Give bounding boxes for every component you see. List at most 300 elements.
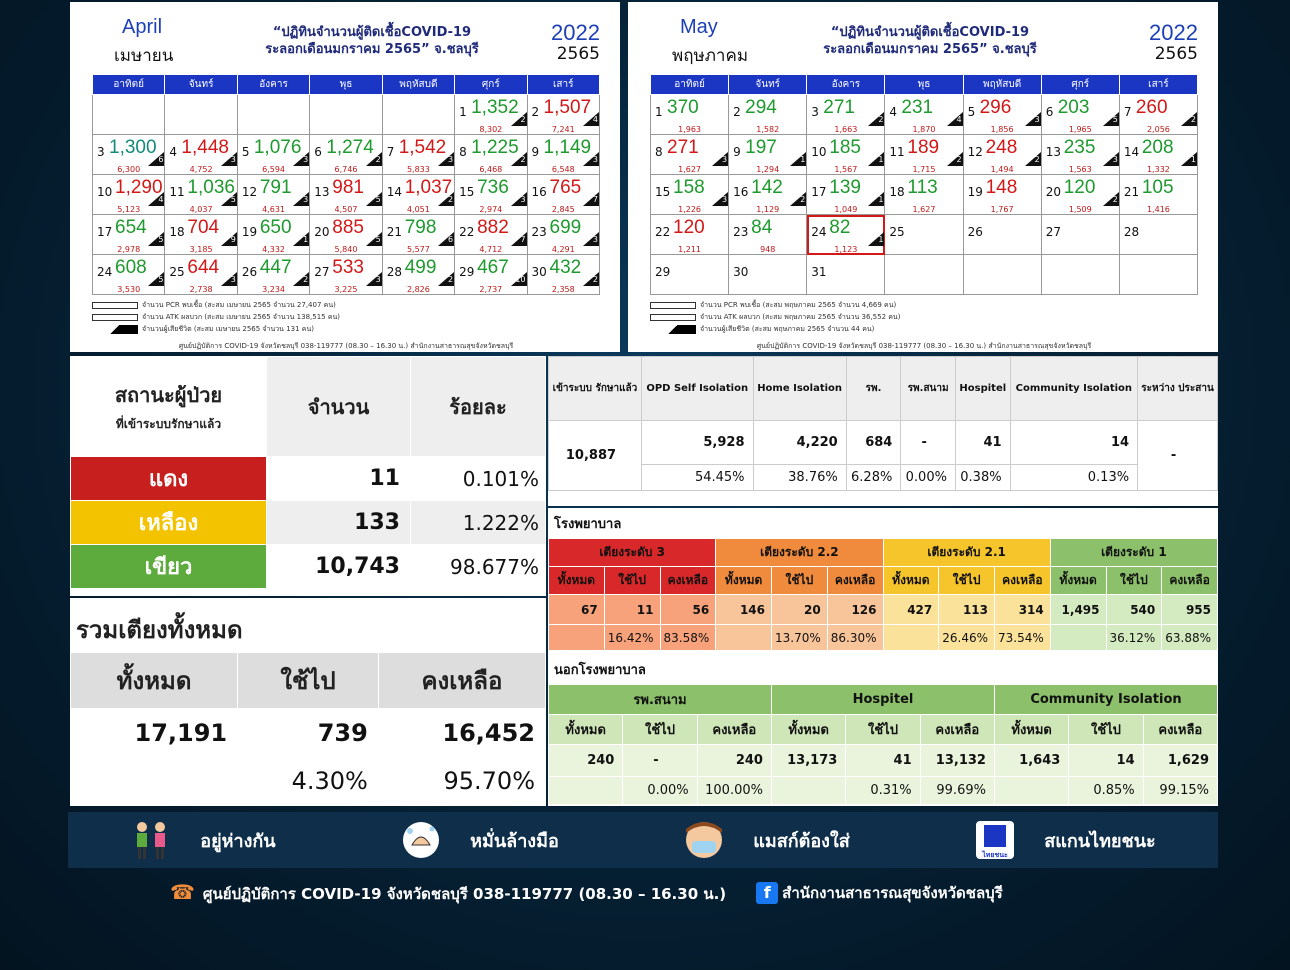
day-cell: [165, 175, 237, 215]
pcr-count: 1,037: [404, 177, 453, 198]
day-number: 5: [241, 145, 250, 159]
day-cell: [885, 135, 963, 175]
summary-header: รพ.สนาม: [901, 357, 956, 421]
day-cell: [237, 135, 309, 175]
bed-pct: 13.70%: [772, 625, 828, 651]
summary-header: ระหว่าง ประสาน: [1138, 357, 1218, 421]
death-marker: 4: [947, 112, 963, 126]
day-cell: [807, 175, 885, 215]
atk-count: 5,123: [117, 205, 141, 214]
bed-sub-header: ใช้ไป: [939, 567, 995, 595]
april-calendar: [70, 2, 620, 352]
day-cell: [807, 95, 885, 135]
atk-count: 4,291: [551, 245, 575, 254]
bed-pct: 36.12%: [1106, 625, 1162, 651]
atk-count: 1,294: [756, 165, 780, 174]
percent-header: ร้อยละ: [411, 357, 546, 457]
summary-pct: 0.38%: [955, 465, 1010, 491]
legend: [92, 299, 600, 335]
weekday-header: พฤหัสบดี: [963, 75, 1041, 95]
facility-sub-header: ใช้ไป: [1069, 715, 1143, 745]
pcr-count: 82: [829, 217, 851, 238]
pcr-count: 1,352: [471, 97, 519, 118]
pct-green: 98.677%: [411, 545, 546, 589]
month-name: May: [680, 16, 718, 38]
pcr-count: 148: [985, 177, 1018, 198]
pcr-count: 791: [259, 177, 292, 198]
day-number: 23: [531, 225, 547, 239]
day-number: 16: [733, 185, 749, 199]
atk-count: 2,358: [551, 285, 575, 294]
count-header: จำนวน: [267, 357, 411, 457]
death-marker: 2: [438, 192, 454, 206]
day-cell: [729, 135, 807, 175]
day-cell: [729, 175, 807, 215]
bed-sub-header: ใช้ไป: [772, 567, 828, 595]
summary-opd: 5,928: [641, 421, 753, 465]
year: 2022: [1149, 20, 1198, 45]
pcr-count: 113: [907, 177, 938, 198]
pcr-count: 736: [477, 177, 509, 198]
summary-pct: 0.13%: [1010, 465, 1137, 491]
pcr-count: 271: [823, 97, 855, 118]
facility-sub-header: ทั้งหมด: [994, 715, 1068, 745]
atk-count: 1,416: [1146, 205, 1170, 214]
death-marker: 2: [1103, 192, 1119, 206]
day-cell: [1119, 175, 1197, 215]
beds-total-pct: [71, 757, 238, 805]
bed-level-header: เตียงระดับ 3: [549, 539, 716, 567]
weekday-header: อาทิตย์: [93, 75, 165, 95]
pcr-count: 981: [332, 177, 364, 198]
pcr-count: 798: [404, 217, 437, 238]
summary-field-hospital: -: [901, 421, 956, 465]
day-cell: [527, 215, 599, 255]
day-cell: [237, 255, 309, 295]
day-cell: [310, 255, 382, 295]
summary-header: Hospitel: [955, 357, 1010, 421]
bed-pct: [883, 625, 939, 651]
day-number: 30: [531, 265, 547, 279]
atk-count: 1,582: [756, 125, 780, 134]
death-marker: 3: [1103, 152, 1119, 166]
day-number: 31: [811, 265, 827, 279]
death-marker: 1: [868, 192, 884, 206]
death-marker: 5: [148, 232, 164, 246]
bed-value: 540: [1106, 595, 1162, 625]
day-number: 13: [1045, 145, 1061, 159]
banner-label: หมั่นล้างมือ: [470, 830, 559, 852]
atk-count: 1,129: [756, 205, 780, 214]
atk-count: 2,826: [406, 285, 430, 294]
bed-level-header: เตียงระดับ 1: [1050, 539, 1217, 567]
weekday-header: พุธ: [885, 75, 963, 95]
pcr-count: 1,225: [471, 137, 519, 158]
may-calendar: [628, 2, 1218, 352]
atk-count: 2,737: [479, 285, 503, 294]
facility-value: 1,629: [1143, 745, 1217, 777]
atk-count: 7,241: [551, 125, 575, 134]
atk-count: 1,123: [834, 245, 858, 254]
atk-count: 4,037: [189, 205, 213, 214]
pcr-count: 644: [187, 257, 220, 278]
atk-count: 5,840: [334, 245, 358, 254]
facility-value: 41: [846, 745, 920, 777]
legend-item: จำนวน PCR พบเชื้อ (สะสม เมษายน 2565 จำนวน 27,407 คน): [92, 299, 600, 311]
day-number: 5: [967, 105, 976, 119]
death-marker: 5: [1103, 112, 1119, 126]
atk-count: 1,211: [678, 245, 702, 254]
death-marker: 3: [293, 152, 309, 166]
death-marker: 6: [438, 232, 454, 246]
atk-count: 1,332: [1146, 165, 1170, 174]
day-number: 25: [169, 265, 185, 279]
atk-count: 5,833: [406, 165, 430, 174]
facility-sub-header: คงเหลือ: [1143, 715, 1217, 745]
day-cell: [651, 215, 729, 255]
day-cell: [382, 135, 454, 175]
day-number: 20: [314, 225, 330, 239]
day-number: 26: [241, 265, 258, 279]
facility-pct: 99.69%: [920, 777, 994, 805]
status-red: แดง: [71, 457, 267, 501]
day-number: 18: [889, 185, 905, 199]
atk-count: 1,563: [1068, 165, 1092, 174]
day-cell: [93, 215, 165, 255]
day-cell: [885, 255, 963, 295]
facility-pct: 0.85%: [1069, 777, 1143, 805]
day-number: 24: [97, 265, 113, 279]
pcr-count: 1,290: [115, 177, 163, 198]
pcr-count: 467: [477, 257, 509, 278]
day-cell: [651, 95, 729, 135]
day-cell: [729, 255, 807, 295]
hotline: ☎ ศูนย์ปฏิบัติการ COVID-19 จังหวัดชลบุรี 038-119777 (08.30 – 16.30 น.): [170, 880, 727, 904]
death-marker: 3: [221, 152, 237, 166]
atk-count: 8,302: [479, 125, 503, 134]
calendar-grid: [650, 74, 1198, 295]
day-cell: [527, 255, 599, 295]
atk-count: 1,663: [834, 125, 858, 134]
pcr-count: 231: [901, 97, 934, 118]
atk-count: 6,300: [117, 165, 141, 174]
day-cell: [382, 95, 454, 135]
day-number: 21: [1123, 185, 1140, 199]
atk-count: 1,567: [834, 165, 858, 174]
atk-count: 4,712: [479, 245, 503, 254]
bed-value: 146: [716, 595, 772, 625]
bed-sub-header: ทั้งหมด: [883, 567, 939, 595]
pcr-count: 185: [829, 137, 861, 158]
day-number: 12: [967, 145, 983, 159]
death-marker: 2: [438, 272, 454, 286]
atk-count: 1,965: [1068, 125, 1092, 134]
banner-item: [400, 819, 559, 861]
day-number: 12: [241, 185, 258, 199]
day-cell: [93, 135, 165, 175]
summary-header: Community Isolation: [1010, 357, 1137, 421]
day-number: 10: [811, 145, 827, 159]
atk-count: 3,185: [189, 245, 213, 254]
day-number: 9: [733, 145, 741, 159]
day-number: 25: [889, 225, 905, 239]
death-marker: 4: [148, 192, 164, 206]
death-marker: 2: [1181, 112, 1197, 126]
atk-count: 1,509: [1068, 205, 1092, 214]
day-cell: [963, 95, 1041, 135]
death-marker: 10: [511, 272, 527, 286]
death-marker: 7: [511, 232, 527, 246]
atk-count: 3,225: [334, 285, 358, 294]
day-cell: [93, 175, 165, 215]
outside-hospital-table: [548, 684, 1218, 806]
facility-value: 1,643: [994, 745, 1068, 777]
bed-level-header: เตียงระดับ 2.1: [883, 539, 1050, 567]
weekday-header: เสาร์: [1119, 75, 1197, 95]
bed-sub-header: ใช้ไป: [604, 567, 660, 595]
office-link[interactable]: f สำนักงานสาธารณสุขจังหวัดชลบุรี: [756, 881, 1003, 905]
pcr-count: 296: [979, 97, 1012, 118]
day-cell: [310, 215, 382, 255]
death-marker: 5: [366, 232, 382, 246]
legend-item: จำนวนผู้เสียชีวิต (สะสม พฤษภาคม 2565 จำนวน 44 คน): [650, 323, 1198, 335]
death-marker: 4: [583, 112, 599, 126]
facebook-icon: f: [756, 882, 778, 904]
pcr-count: 885: [332, 217, 364, 238]
day-number: 21: [386, 225, 402, 239]
pcr-count: 432: [549, 257, 582, 278]
facility-pct: 100.00%: [697, 777, 771, 805]
day-cell: [382, 175, 454, 215]
atk-count: 4,752: [189, 165, 213, 174]
day-number: 9: [531, 145, 540, 159]
day-cell: [885, 215, 963, 255]
atk-count: 6,746: [334, 165, 358, 174]
atk-count: 5,577: [406, 245, 430, 254]
day-number: 30: [733, 265, 749, 279]
day-cell: [963, 215, 1041, 255]
summary-pct: 6.28%: [846, 465, 901, 491]
weekday-header: เสาร์: [527, 75, 599, 95]
weekday-header: ศุกร์: [1041, 75, 1119, 95]
death-marker: 3: [712, 192, 728, 206]
day-cell: [165, 255, 237, 295]
facility-pct: [994, 777, 1068, 805]
bed-pct: 63.88%: [1162, 625, 1218, 651]
day-number: 3: [97, 145, 105, 159]
pcr-count: 650: [259, 217, 292, 238]
legend: [650, 299, 1198, 335]
facility-header: Hospitel: [771, 685, 994, 715]
bed-sub-header: ใช้ไป: [1106, 567, 1162, 595]
bed-value: 126: [827, 595, 883, 625]
facility-value: 13,132: [920, 745, 994, 777]
day-cell: [455, 215, 527, 255]
summary-home: 4,220: [753, 421, 846, 465]
atk-count: 1,049: [834, 205, 858, 214]
pcr-count: 248: [985, 137, 1018, 158]
pct-red: 0.101%: [411, 457, 546, 501]
day-cell: [310, 135, 382, 175]
banner-item: [130, 819, 275, 861]
pcr-count: 120: [1063, 177, 1096, 198]
day-cell: [651, 255, 729, 295]
bed-value: 67: [549, 595, 605, 625]
atk-count: 6,594: [262, 165, 285, 174]
atk-count: 1,963: [678, 125, 702, 134]
pcr-count: 271: [667, 137, 699, 158]
day-cell: [807, 215, 885, 255]
facility-pct: [771, 777, 845, 805]
pcr-count: 105: [1141, 177, 1174, 198]
summary-pct: 38.76%: [753, 465, 846, 491]
weekday-header: พุธ: [310, 75, 382, 95]
death-marker: 1: [1181, 152, 1197, 166]
atk-count: 6,468: [479, 165, 503, 174]
day-cell: [885, 95, 963, 135]
summary-community: 14: [1010, 421, 1137, 465]
facility-value: -: [623, 745, 697, 777]
bed-pct: [716, 625, 772, 651]
death-marker: 3: [438, 152, 454, 166]
death-marker: 1: [790, 152, 806, 166]
beds-used-pct: 4.30%: [238, 757, 379, 805]
day-number: 7: [386, 145, 395, 159]
day-cell: [382, 255, 454, 295]
pcr-count: 1,300: [109, 137, 157, 158]
pcr-count: 189: [907, 137, 940, 158]
day-number: 3: [811, 105, 819, 119]
summary-header: OPD Self Isolation: [641, 357, 753, 421]
day-cell: [1119, 255, 1197, 295]
summary-pct: 0.00%: [901, 465, 956, 491]
pct-yellow: 1.222%: [411, 501, 546, 545]
day-number: 17: [811, 185, 827, 199]
facility-sub-header: ใช้ไป: [623, 715, 697, 745]
pcr-count: 1,448: [181, 137, 229, 158]
facility-pct: 99.15%: [1143, 777, 1217, 805]
summary-hospital: 684: [846, 421, 901, 465]
day-cell: [963, 255, 1041, 295]
bed-value: 11: [604, 595, 660, 625]
death-marker: 6: [148, 152, 164, 166]
weekday-header: อาทิตย์: [651, 75, 729, 95]
facility-sub-header: ทั้งหมด: [771, 715, 845, 745]
day-cell: [527, 95, 599, 135]
bed-pct: 83.58%: [660, 625, 716, 651]
atk-count: 2,738: [189, 285, 213, 294]
day-number: 16: [531, 185, 547, 199]
atk-count: 4,332: [262, 245, 285, 254]
bed-pct: 86.30%: [827, 625, 883, 651]
bed-sub-header: คงเหลือ: [995, 567, 1051, 595]
beds-total-value: 17,191: [71, 709, 238, 757]
day-number: 19: [241, 225, 258, 239]
day-cell: [1041, 175, 1119, 215]
atk-count: 2,978: [117, 245, 141, 254]
pcr-count: 447: [259, 257, 292, 278]
atk-count: 1,856: [990, 125, 1014, 134]
bed-value: 314: [995, 595, 1051, 625]
outside-section-title: นอกโรงพยาบาล: [548, 654, 1218, 685]
day-number: 13: [314, 185, 330, 199]
bed-sub-header: คงเหลือ: [827, 567, 883, 595]
facility-value: 240: [549, 745, 623, 777]
banner-label: แมสก์ต้องใส่: [753, 830, 850, 852]
day-cell: [382, 215, 454, 255]
atk-count: 4,051: [406, 205, 430, 214]
death-marker: 2: [366, 152, 382, 166]
day-cell: [1119, 95, 1197, 135]
banner-item: [683, 819, 849, 861]
day-number: 10: [97, 185, 113, 199]
weekday-header: อังคาร: [807, 75, 885, 95]
bed-pct: 26.46%: [939, 625, 995, 651]
day-number: 29: [459, 265, 475, 279]
day-number: 7: [1123, 105, 1132, 119]
bed-sub-header: คงเหลือ: [1162, 567, 1218, 595]
month-thai: เมษายน: [114, 46, 174, 66]
beds-total-table: [70, 652, 546, 806]
bed-sub-header: ทั้งหมด: [1050, 567, 1106, 595]
pcr-count: 84: [751, 217, 773, 238]
death-marker: 1: [868, 232, 884, 246]
pcr-count: 142: [751, 177, 783, 198]
day-number: 15: [655, 185, 671, 199]
death-marker: 2: [511, 152, 527, 166]
legend-item: จำนวนผู้เสียชีวิต (สะสม เมษายน 2565 จำนวน 131 คน): [92, 323, 600, 335]
day-number: 8: [459, 145, 467, 159]
atk-count: 3,530: [117, 285, 141, 294]
facility-sub-header: คงเหลือ: [697, 715, 771, 745]
day-cell: [237, 215, 309, 255]
atk-count: 948: [760, 245, 776, 254]
day-cell: [237, 95, 309, 135]
day-number: 20: [1045, 185, 1061, 199]
day-number: 1: [459, 105, 467, 119]
calendar-title: “ปฏิทินจำนวนผู้ติดเชื้อCOVID-19 ระลอกเดือนมกราคม 2565” จ.ชลบุรี: [823, 25, 1037, 57]
death-marker: 9: [221, 232, 237, 246]
day-cell: [237, 175, 309, 215]
atk-count: 2,845: [551, 205, 575, 214]
day-number: 11: [169, 185, 185, 199]
day-cell: [885, 175, 963, 215]
day-cell: [963, 175, 1041, 215]
facility-pct: [549, 777, 623, 805]
day-number: 2: [733, 105, 741, 119]
pcr-count: 765: [549, 177, 582, 198]
death-marker: 3: [511, 192, 527, 206]
day-number: 18: [169, 225, 185, 239]
day-cell: [1041, 255, 1119, 295]
status-yellow: เหลือง: [71, 501, 267, 545]
day-number: 17: [97, 225, 113, 239]
day-number: 11: [889, 145, 905, 159]
day-number: 28: [386, 265, 402, 279]
death-marker: 2: [583, 272, 599, 286]
bed-value: 113: [939, 595, 995, 625]
day-number: 26: [967, 225, 983, 239]
day-number: 22: [655, 225, 671, 239]
day-cell: [455, 135, 527, 175]
atk-count: 4,631: [262, 205, 285, 214]
pcr-count: 699: [549, 217, 582, 238]
facility-pct: 0.00%: [623, 777, 697, 805]
death-marker: 5: [221, 192, 237, 206]
facility-sub-header: คงเหลือ: [920, 715, 994, 745]
banner-item: [974, 819, 1155, 861]
day-number: 6: [314, 145, 322, 159]
